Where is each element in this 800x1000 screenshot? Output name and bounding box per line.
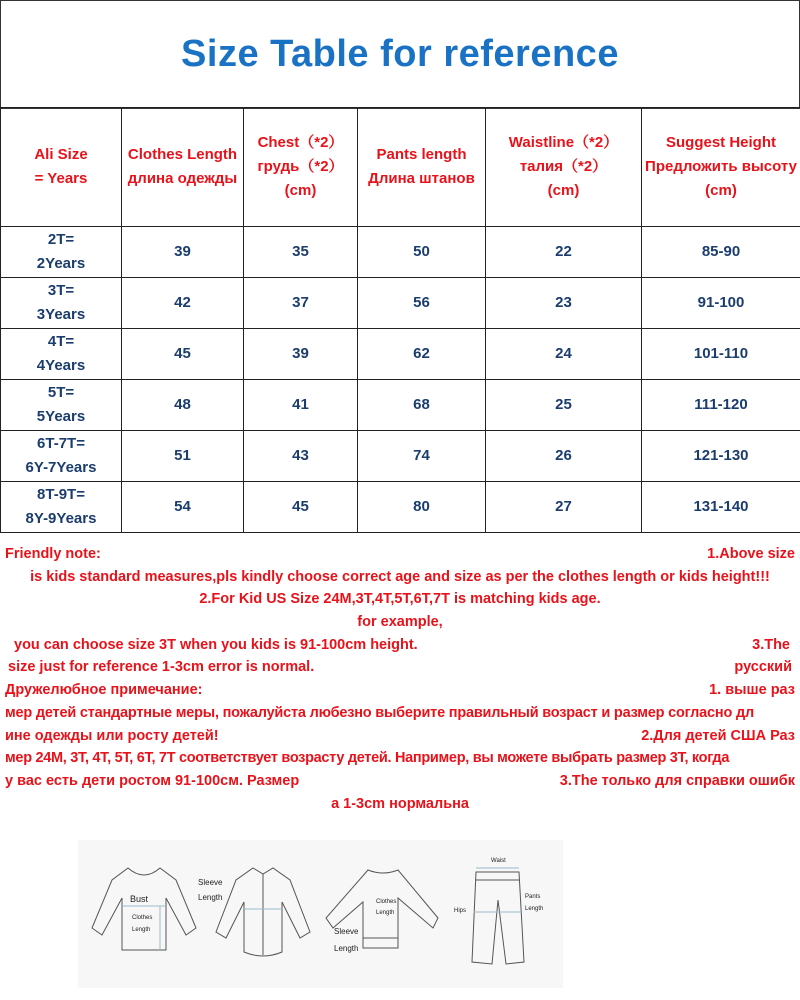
note-line	[0, 679, 800, 702]
note-text: Friendly note:	[5, 546, 101, 562]
value-cell: 54	[122, 482, 244, 533]
size-cell	[1, 431, 122, 482]
size-cell	[1, 329, 122, 380]
table-row	[1, 431, 800, 482]
size-cell	[1, 482, 122, 533]
size-line: 4Years	[36, 357, 86, 374]
label-length: Length	[525, 906, 544, 912]
value-cell: 51	[122, 431, 244, 482]
note-line	[0, 702, 800, 725]
table-row	[1, 227, 800, 278]
value-cell: 27	[486, 482, 642, 533]
value-cell: 50	[358, 227, 486, 278]
size-line: 6T-7T=	[37, 435, 85, 452]
note-text: мер 24M, 3T, 4T, 5T, 6T, 7T соответствует возрасту детей. Например, вы можете выбрать размер 3T, когда	[5, 750, 730, 767]
table-row	[1, 380, 800, 431]
label-sleeve: Sleeve	[198, 878, 223, 887]
label-hips: Hips	[454, 908, 467, 914]
value-cell: 68	[358, 380, 486, 431]
note-line	[0, 770, 800, 793]
value-cell: 22	[486, 227, 642, 278]
note-text: size just for reference 1-3cm error is normal.	[8, 659, 315, 676]
size-cell	[1, 227, 122, 278]
note-line	[0, 588, 800, 611]
note-text: русский	[734, 659, 792, 676]
label-length: Length	[376, 910, 395, 916]
size-cell	[1, 380, 122, 431]
header-clothes-length	[122, 108, 244, 227]
table-row	[1, 482, 800, 533]
tshirt-icon	[92, 868, 196, 950]
value-cell: 91-100	[642, 278, 800, 329]
size-cell	[1, 278, 122, 329]
note-text: 3.The только для справки ошибк	[559, 772, 795, 789]
note-line	[0, 747, 800, 770]
note-text: you can choose size 3T when you kids is 91-100cm height.	[14, 636, 418, 653]
note-text: 3.The	[752, 636, 790, 653]
value-cell: 39	[244, 329, 358, 380]
header-line: Waistline（*2）	[508, 134, 619, 151]
size-line: 8Y-9Years	[25, 510, 97, 527]
shirt-icon	[198, 868, 310, 956]
value-cell: 101-110	[642, 329, 800, 380]
value-cell: 85-90	[642, 227, 800, 278]
note-text: 1.Above size	[707, 546, 795, 562]
note-line	[0, 656, 800, 679]
value-cell: 74	[358, 431, 486, 482]
header-suggest-height	[642, 108, 800, 227]
note-text: 1. выше раз	[709, 682, 795, 699]
value-cell: 35	[244, 227, 358, 278]
label-pants: Pants	[525, 894, 541, 900]
header-ali-size	[1, 108, 122, 227]
header-line: (cm)	[705, 182, 737, 199]
header-waistline	[486, 108, 642, 227]
size-line: 2T=	[47, 231, 75, 248]
header-line: (cm)	[547, 182, 580, 199]
size-line: 5Years	[36, 408, 86, 425]
note-text: ине одежды или росту детей!	[5, 727, 219, 744]
header-line: грудь（*2）	[257, 158, 344, 175]
header-line: Ali Size	[34, 146, 88, 163]
size-line: 2Years	[36, 255, 86, 272]
pants-icon	[454, 858, 543, 964]
value-cell: 80	[358, 482, 486, 533]
note-text: а 1-3cm нормальна	[331, 795, 469, 812]
header-line: = Years	[34, 170, 88, 187]
value-cell: 42	[122, 278, 244, 329]
note-text: 2.Для детей США Раз	[641, 727, 795, 744]
size-line: 6Y-7Years	[25, 459, 97, 476]
label-sleeve: Sleeve	[334, 927, 359, 936]
value-cell: 37	[244, 278, 358, 329]
value-cell: 111-120	[642, 380, 800, 431]
note-text: for example,	[357, 614, 443, 631]
note-line	[0, 611, 800, 634]
label-length: Length	[198, 893, 223, 902]
note-line	[0, 793, 800, 816]
note-text: 2.For Kid US Size 24M,3T,4T,5T,6T,7T is matching kids age.	[199, 591, 601, 608]
note-text: мер детей стандартные меры, пожалуйста любезно выберите правильный возраст и размер согласно дл	[5, 704, 754, 721]
value-cell: 56	[358, 278, 486, 329]
header-line: Chest（*2）	[257, 134, 344, 151]
header-pants-length	[358, 108, 486, 227]
raglan-sweater-icon	[326, 870, 438, 953]
size-line: 3T=	[47, 282, 75, 299]
note-line	[0, 725, 800, 748]
header-line: Pants length	[376, 146, 467, 163]
value-cell: 43	[244, 431, 358, 482]
header-line: длина одежды	[127, 170, 238, 187]
value-cell: 26	[486, 431, 642, 482]
friendly-note	[0, 543, 800, 815]
label-clothes: Clothes	[132, 915, 153, 921]
label-length: Length	[132, 927, 151, 933]
note-line	[0, 634, 800, 657]
value-cell: 62	[358, 329, 486, 380]
table-row	[1, 329, 800, 380]
page-title: Size Table for reference	[181, 33, 619, 75]
header-line: Предложить высоту	[645, 158, 797, 175]
size-line: 5T=	[47, 384, 75, 401]
header-line: талия（*2）	[519, 158, 608, 175]
header-line: (cm)	[284, 182, 317, 199]
size-line: 4T=	[47, 333, 75, 350]
note-text: у вас есть дети ростом 91-100см. Размер	[5, 772, 300, 789]
value-cell: 25	[486, 380, 642, 431]
measurement-diagram	[78, 840, 563, 988]
size-table	[0, 107, 800, 533]
title-box	[0, 0, 800, 109]
value-cell: 45	[122, 329, 244, 380]
size-line: 3Years	[36, 306, 86, 323]
table-row	[1, 278, 800, 329]
header-line: Clothes Length	[127, 146, 238, 163]
header-line: Длина штанов	[368, 170, 475, 187]
size-line: 8T-9T=	[37, 486, 85, 503]
label-bust: Bust	[130, 894, 149, 904]
label-waist: Waist	[491, 858, 506, 864]
note-line	[0, 566, 800, 589]
value-cell: 41	[244, 380, 358, 431]
value-cell: 131-140	[642, 482, 800, 533]
note-text: is kids standard measures,pls kindly choose correct age and size as per the clothes length or kids height!!!	[30, 568, 770, 585]
value-cell: 48	[122, 380, 244, 431]
note-line	[0, 543, 800, 566]
value-cell: 121-130	[642, 431, 800, 482]
value-cell: 23	[486, 278, 642, 329]
note-text: Дружелюбное примечание:	[5, 682, 203, 699]
header-line: Suggest Height	[665, 134, 776, 151]
table-header-row	[1, 108, 800, 227]
header-chest	[244, 108, 358, 227]
label-clothes: Clothes	[376, 899, 397, 905]
value-cell: 24	[486, 329, 642, 380]
label-length: Length	[334, 944, 359, 953]
value-cell: 45	[244, 482, 358, 533]
value-cell: 39	[122, 227, 244, 278]
